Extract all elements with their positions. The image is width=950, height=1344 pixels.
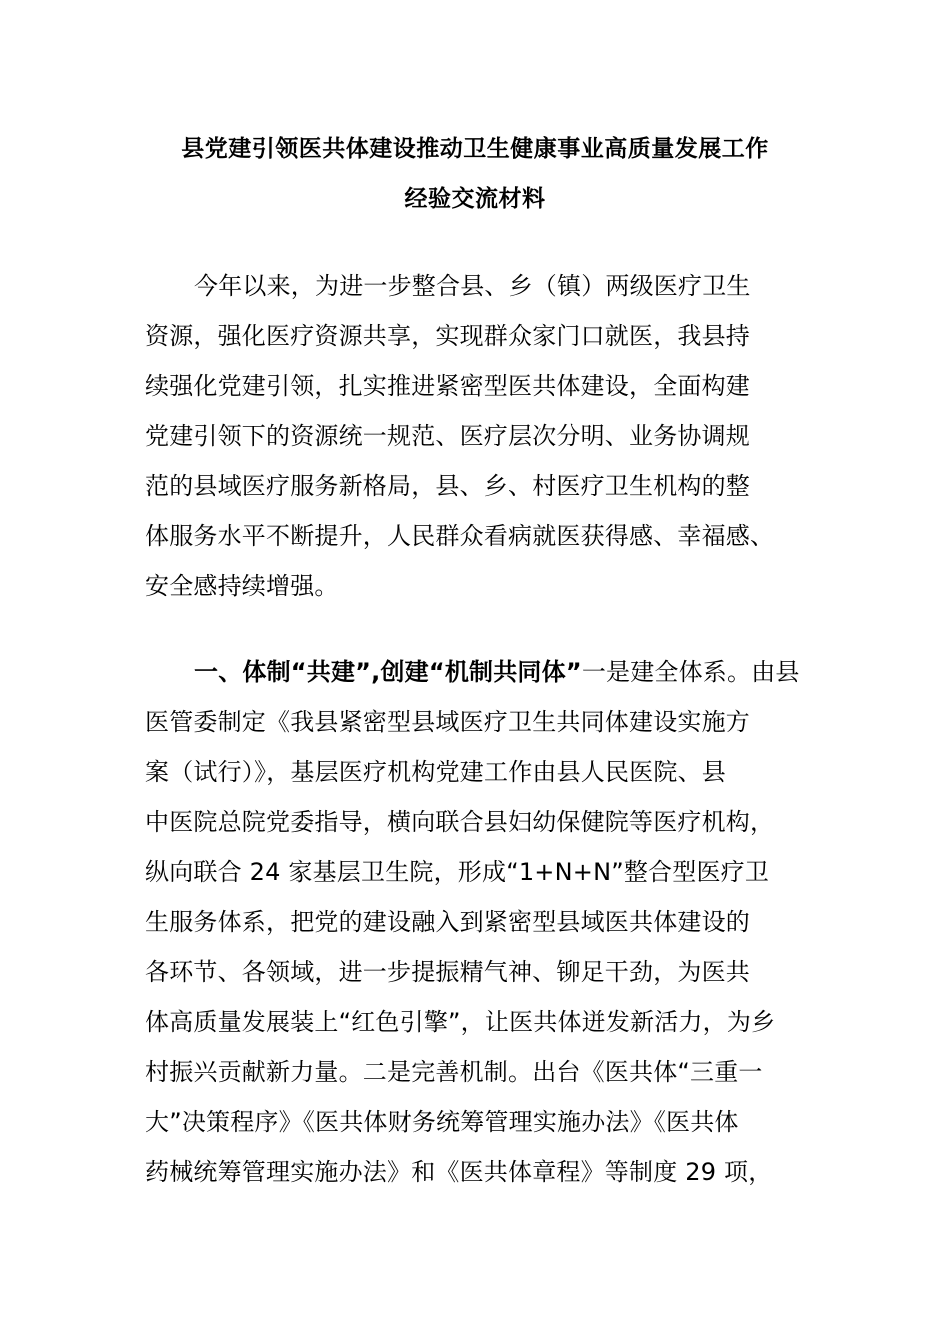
section-1-line: 村振兴贡献新力量。二是完善机制。出台《医共体“三重一: [145, 1058, 763, 1086]
section-1-line: 纵向联合 24 家基层卫生院，形成“1+N+N”整合型医疗卫: [145, 858, 770, 886]
intro-line: 体服务水平不断提升，人民群众看病就医获得感、幸福感、: [145, 522, 775, 550]
intro-line: 资源，强化医疗资源共享，实现群众家门口就医，我县持: [145, 322, 750, 350]
section-1-first-line: [194, 655, 800, 689]
intro-line: 党建引领下的资源统一规范、医疗层次分明、业务协调规: [145, 422, 750, 450]
intro-line: 今年以来，为进一步整合县、乡（镇）两级医疗卫生: [194, 272, 751, 300]
section-1-line: 各环节、各领域，进一步提振精气神、铆足干劲，为医共: [145, 958, 750, 986]
intro-line: 范的县域医疗服务新格局，县、乡、村医疗卫生机构的整: [145, 472, 750, 500]
section-1-line: 大”决策程序》《医共体财务统筹管理实施办法》《医共体: [145, 1108, 739, 1136]
section-1-line: 医管委制定《我县紧密型县域医疗卫生共同体建设实施方: [145, 708, 750, 736]
intro-line: 续强化党建引领，扎实推进紧密型医共体建设，全面构建: [145, 372, 750, 400]
section-1-first-line-text: 一是建全体系。由县: [581, 658, 800, 686]
section-1-line: 生服务体系，把党的建设融入到紧密型县域医共体建设的: [145, 908, 750, 936]
document-title-line-2: 经验交流材料: [404, 186, 546, 212]
section-1-line: 案（试行）》，基层医疗机构党建工作由县人民医院、县: [145, 758, 726, 786]
section-1-line: 中医院总院党委指导，横向联合县妇幼保健院等医疗机构，: [145, 808, 775, 836]
intro-line: 安全感持续增强。: [145, 572, 339, 600]
document-title-line-1: 县党建引领医共体建设推动卫生健康事业高质量发展工作: [181, 136, 769, 162]
section-1-line: 药械统筹管理实施办法》和《医共体章程》等制度 29 项，: [145, 1158, 773, 1186]
section-1-line: 体高质量发展装上“红色引擎”，让医共体迸发新活力，为乡: [145, 1008, 776, 1036]
section-1-heading: 一、体制“共建”,创建“机制共同体”: [194, 658, 582, 686]
